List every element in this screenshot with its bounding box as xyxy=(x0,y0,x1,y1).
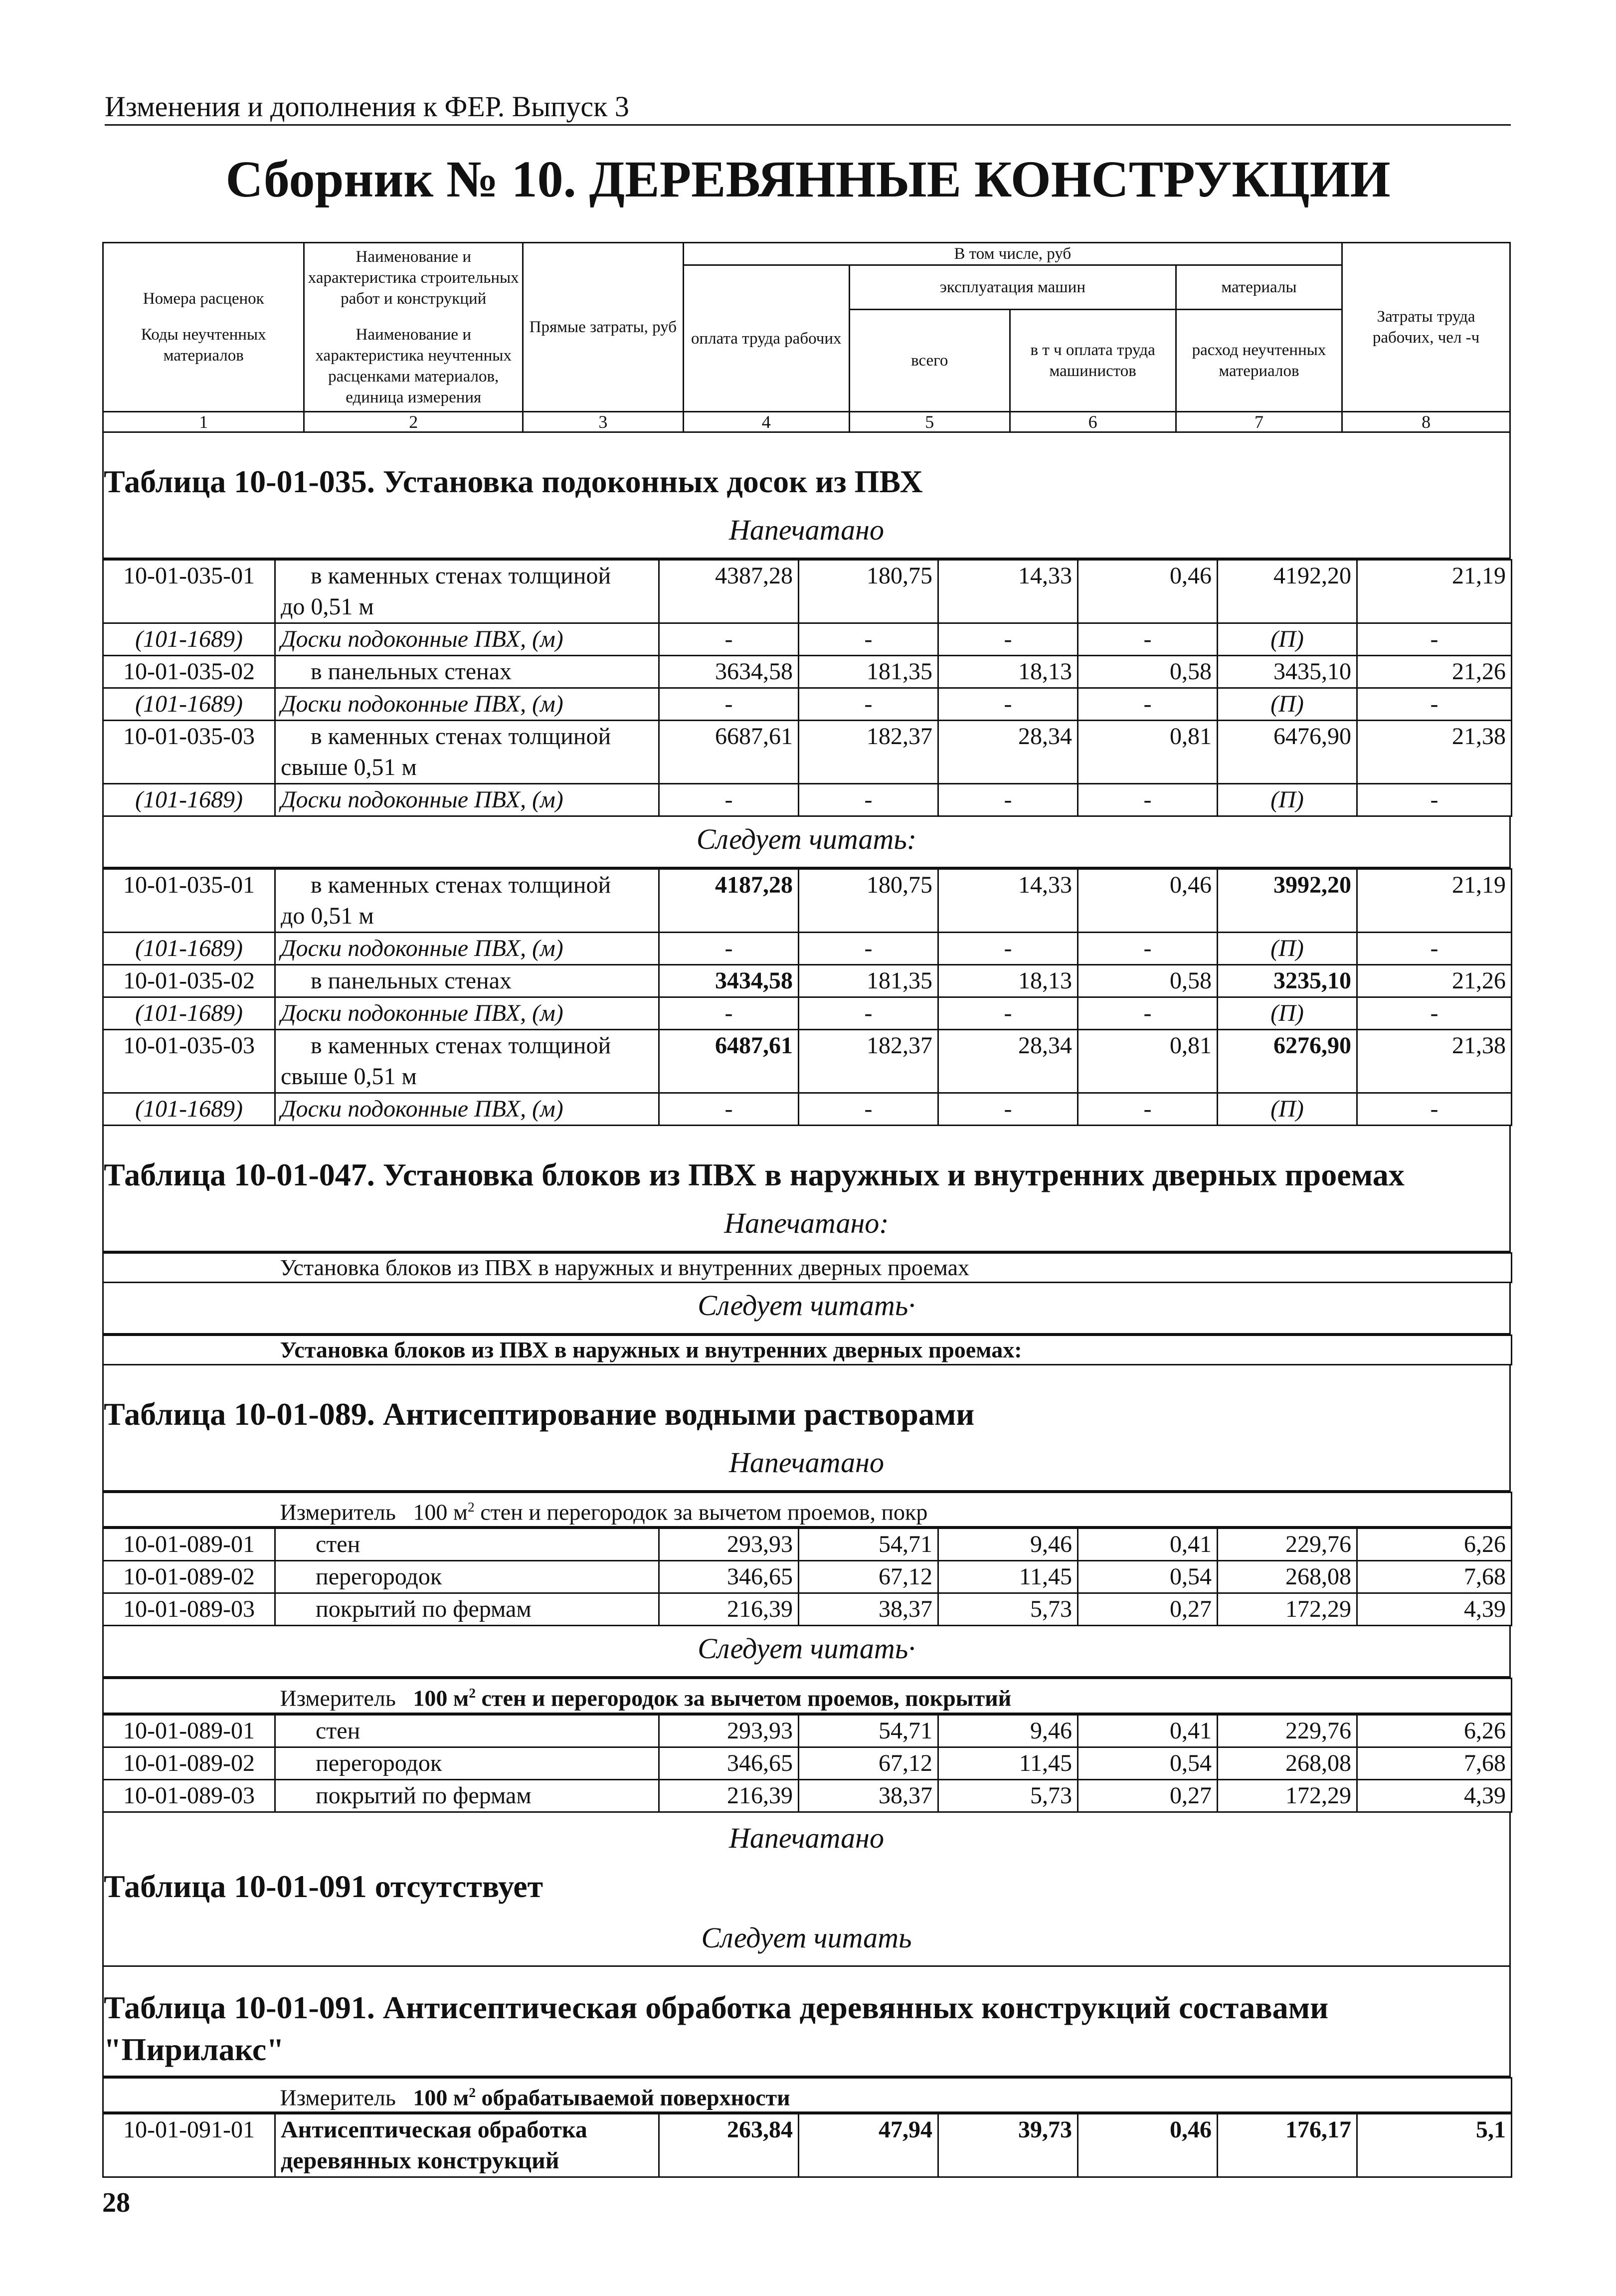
labor-hours: 4,39 xyxy=(1357,1593,1512,1626)
rate-code: 10-01-035-03 xyxy=(103,1030,275,1093)
labor-pay: 181,35 xyxy=(799,656,938,688)
col-1-top-label: Номера расценок xyxy=(143,290,264,308)
work-name xyxy=(275,721,659,784)
materials-cost: 268,08 xyxy=(1218,1747,1357,1779)
work-name xyxy=(275,656,659,688)
work-name: покрытий по фермам xyxy=(275,1779,659,1812)
dash-cell: - xyxy=(1078,1093,1218,1126)
work-name-line-2: свыше 0,51 м xyxy=(281,1063,417,1090)
rate-code: 10-01-091-01 xyxy=(103,2113,275,2177)
read-label: Следует читать· xyxy=(698,1289,915,1322)
material-code: (101-1689) xyxy=(103,997,275,1030)
table-047-printed xyxy=(102,1252,1512,1283)
materials-cost: 3435,10 xyxy=(1218,656,1357,688)
meter-label: Измеритель xyxy=(280,1685,396,1711)
read-note-box xyxy=(102,1283,1511,1335)
dash-cell: - xyxy=(659,997,799,1030)
table-091-rows xyxy=(102,2113,1512,2178)
labor-pay: 182,37 xyxy=(799,721,938,784)
machines-total: 5,73 xyxy=(938,1779,1078,1812)
machines-total: 5,73 xyxy=(938,1593,1078,1626)
materials-cost: 6276,90 xyxy=(1218,1030,1357,1093)
labor-hours: 21,38 xyxy=(1357,721,1512,784)
labor-pay: 180,75 xyxy=(799,869,938,933)
meter-sup: 2 xyxy=(469,1685,476,1701)
machinists-pay: 0,58 xyxy=(1078,965,1218,997)
material-code: (101-1689) xyxy=(103,1093,275,1126)
machinists-pay: 0,81 xyxy=(1078,721,1218,784)
dash-cell: - xyxy=(659,623,799,656)
direct-costs: 4387,28 xyxy=(659,560,799,623)
printed-text: Установка блоков из ПВХ в наружных и внутренних дверных проемах xyxy=(275,1253,1512,1283)
materials-cost: 4192,20 xyxy=(1218,560,1357,623)
dash-cell: - xyxy=(1357,784,1512,816)
direct-costs: 293,93 xyxy=(659,1715,799,1747)
table-row xyxy=(103,1779,1512,1812)
rate-code: 10-01-035-02 xyxy=(103,965,275,997)
labor-pay: 47,94 xyxy=(799,2113,938,2177)
materials-cost: 176,17 xyxy=(1218,2113,1357,2177)
dash-cell: - xyxy=(799,997,938,1030)
rate-code: 10-01-089-01 xyxy=(103,1529,275,1561)
meter-label: Измеритель xyxy=(280,1499,396,1525)
rate-code: 10-01-089-01 xyxy=(103,1715,275,1747)
table-row xyxy=(103,1715,1512,1747)
col-3-header: Прямые затраты, руб xyxy=(523,243,684,412)
table-035-title: Таблица 10-01-035. Установка подоконных досок из ПВХ xyxy=(104,464,923,499)
empty-cell xyxy=(103,2078,275,2112)
machines-total: 28,34 xyxy=(938,1030,1078,1093)
materials-header: материалы xyxy=(1176,265,1342,310)
work-name-line-2: деревянных конструкций xyxy=(281,2147,559,2174)
dash-cell: - xyxy=(659,1093,799,1126)
machines-total: 39,73 xyxy=(938,2113,1078,2177)
table-089-section xyxy=(102,1365,1511,1492)
labor-hours: 21,19 xyxy=(1357,869,1512,933)
machinists-pay: 0,81 xyxy=(1078,1030,1218,1093)
direct-costs: 346,65 xyxy=(659,1747,799,1779)
material-code: (101-1689) xyxy=(103,623,275,656)
direct-costs: 263,84 xyxy=(659,2113,799,2177)
work-name: перегородок xyxy=(275,1561,659,1593)
materials-cost: 6476,90 xyxy=(1218,721,1357,784)
read-label: Следует читать: xyxy=(696,823,917,855)
work-name: перегородок xyxy=(275,1747,659,1779)
labor-pay: 182,37 xyxy=(799,1030,938,1093)
table-047-corrected xyxy=(102,1335,1512,1365)
rate-code: 10-01-089-03 xyxy=(103,1593,275,1626)
direct-costs: 216,39 xyxy=(659,1779,799,1812)
materials-cost: 3235,10 xyxy=(1218,965,1357,997)
dash-cell: - xyxy=(938,784,1078,816)
dash-cell: - xyxy=(938,933,1078,965)
empty-cell xyxy=(103,1493,275,1527)
empty-cell xyxy=(103,1679,275,1713)
machines-total: 14,33 xyxy=(938,560,1078,623)
collection-title: Сборник № 10. ДЕРЕВЯННЫЕ КОНСТРУКЦИИ xyxy=(225,151,1391,208)
labor-pay: 67,12 xyxy=(799,1561,938,1593)
labor-hours: 5,1 xyxy=(1357,2113,1512,2177)
dash-cell: - xyxy=(799,1093,938,1126)
dash-cell: - xyxy=(1078,688,1218,721)
labor-hours: 21,26 xyxy=(1357,656,1512,688)
meter-text xyxy=(275,1679,1512,1713)
dash-cell: - xyxy=(938,997,1078,1030)
page-number: 28 xyxy=(102,2187,130,2218)
labor-pay: 38,37 xyxy=(799,1593,938,1626)
table-089-printed-meter xyxy=(102,1492,1512,1528)
labor-hours: 21,19 xyxy=(1357,560,1512,623)
machinists-pay: 0,46 xyxy=(1078,560,1218,623)
direct-costs: 216,39 xyxy=(659,1593,799,1626)
read-label: Следует читать· xyxy=(698,1632,915,1665)
material-flag: (П) xyxy=(1218,997,1357,1030)
rate-code: 10-01-089-02 xyxy=(103,1561,275,1593)
printed-label: Напечатано xyxy=(729,1446,884,1479)
meter-sup: 2 xyxy=(469,2084,476,2100)
labor-pay: 181,35 xyxy=(799,965,938,997)
table-035-corrected-row-2 xyxy=(103,965,1512,1030)
machines-total: 11,45 xyxy=(938,1561,1078,1593)
dash-cell: - xyxy=(799,688,938,721)
col-1-header xyxy=(103,243,304,412)
material-flag: (П) xyxy=(1218,1093,1357,1126)
table-row xyxy=(103,1593,1512,1626)
work-name-line-1: в панельных стенах xyxy=(311,967,512,994)
work-name-line-1: в каменных стенах толщиной xyxy=(311,563,611,589)
work-name-line-1: в каменных стенах толщиной xyxy=(311,1032,611,1059)
labor-hours: 7,68 xyxy=(1357,1561,1512,1593)
labor-hours: 4,39 xyxy=(1357,1779,1512,1812)
labor-pay: 54,71 xyxy=(799,1715,938,1747)
table-089-title: Таблица 10-01-089. Антисептирование водными растворами xyxy=(104,1396,975,1432)
material-flag: (П) xyxy=(1218,933,1357,965)
machines-total: 14,33 xyxy=(938,869,1078,933)
table-035-corrected xyxy=(102,868,1512,1126)
table-row xyxy=(103,2113,1512,2177)
table-035-printed-row-1 xyxy=(103,560,1512,656)
meter-unit: 100 м xyxy=(413,1685,469,1711)
column-number: 2 xyxy=(304,412,523,432)
labor-pay: 54,71 xyxy=(799,1529,938,1561)
labor-hours: 21,26 xyxy=(1357,965,1512,997)
dash-cell: - xyxy=(1078,784,1218,816)
dash-cell: - xyxy=(799,784,938,816)
table-035-printed xyxy=(102,559,1512,817)
material-name: Доски подоконные ПВХ, (м) xyxy=(275,623,659,656)
machinists-pay: 0,27 xyxy=(1078,1779,1218,1812)
labor-hours: 21,38 xyxy=(1357,1030,1512,1093)
dash-cell: - xyxy=(659,933,799,965)
work-name-line-1: в каменных стенах толщиной xyxy=(311,723,611,750)
dash-cell: - xyxy=(938,623,1078,656)
table-035-printed-row-2 xyxy=(103,656,1512,721)
labor-pay: 38,37 xyxy=(799,1779,938,1812)
rate-code: 10-01-035-03 xyxy=(103,721,275,784)
rate-code: 10-01-035-01 xyxy=(103,869,275,933)
direct-costs: 3634,58 xyxy=(659,656,799,688)
meter-desc: стен и перегородок за вычетом проемов, покр xyxy=(474,1499,928,1525)
labor-hours: 7,68 xyxy=(1357,1747,1512,1779)
table-035-corrected-row-3 xyxy=(103,1030,1512,1126)
work-name-line-2: до 0,51 м xyxy=(281,593,374,620)
dash-cell: - xyxy=(1357,688,1512,721)
table-091-missing-section xyxy=(102,1813,1511,1967)
column-header-table xyxy=(102,242,1511,433)
column-number: 1 xyxy=(103,412,304,432)
materials-cost: 229,76 xyxy=(1218,1529,1357,1561)
labor-hours: 6,26 xyxy=(1357,1715,1512,1747)
material-code: (101-1689) xyxy=(103,784,275,816)
machines-total: 18,13 xyxy=(938,656,1078,688)
printed-label: Напечатано xyxy=(729,1821,884,1854)
meter-label: Измеритель xyxy=(280,2084,396,2110)
running-header: Изменения и дополнения к ФЕР. Выпуск 3 xyxy=(105,90,1511,126)
machines-total: 9,46 xyxy=(938,1715,1078,1747)
work-name-line-1: в панельных стенах xyxy=(311,658,512,685)
table-089-printed-rows xyxy=(102,1528,1512,1626)
rate-code: 10-01-089-03 xyxy=(103,1779,275,1812)
meter-sup: 2 xyxy=(467,1499,475,1515)
work-name xyxy=(275,2113,659,2177)
labor-pay: 67,12 xyxy=(799,1747,938,1779)
table-035-printed-row-3 xyxy=(103,721,1512,816)
dash-cell: - xyxy=(799,623,938,656)
table-091-missing-title: Таблица 10-01-091 отсутствует xyxy=(104,1868,543,1904)
materials-cost: 3992,20 xyxy=(1218,869,1357,933)
meter-unit: 100 м xyxy=(413,2084,469,2110)
machines-total: 9,46 xyxy=(938,1529,1078,1561)
printed-label: Напечатано: xyxy=(724,1207,889,1239)
work-name: стен xyxy=(275,1715,659,1747)
column-number: 6 xyxy=(1010,412,1176,432)
table-035-corrected-row-1 xyxy=(103,869,1512,965)
dash-cell: - xyxy=(938,1093,1078,1126)
column-number-row xyxy=(103,412,1510,432)
col-8-header: Затраты труда рабочих, чел -ч xyxy=(1342,243,1510,412)
dash-cell: - xyxy=(1078,997,1218,1030)
corrected-text: Установка блоков из ПВХ в наружных и внутренних дверных проемах: xyxy=(275,1336,1512,1365)
direct-costs: 4187,28 xyxy=(659,869,799,933)
dash-cell: - xyxy=(799,933,938,965)
meter-text xyxy=(275,1493,1512,1527)
machinists-pay: 0,41 xyxy=(1078,1529,1218,1561)
table-047-section xyxy=(102,1126,1511,1252)
machinists-pay: 0,54 xyxy=(1078,1747,1218,1779)
table-047-title: Таблица 10-01-047. Установка блоков из ПВХ в наружных и внутренних дверных проемах xyxy=(104,1157,1405,1192)
dash-cell: - xyxy=(1357,997,1512,1030)
materials-cost: 172,29 xyxy=(1218,1593,1357,1626)
direct-costs: 346,65 xyxy=(659,1561,799,1593)
work-name: стен xyxy=(275,1529,659,1561)
material-name: Доски подоконные ПВХ, (м) xyxy=(275,933,659,965)
dash-cell: - xyxy=(659,688,799,721)
col-4-header: оплата труда рабочих xyxy=(683,265,849,412)
materials-cost: 229,76 xyxy=(1218,1715,1357,1747)
col-1-bottom-label: Коды неучтенных материалов xyxy=(141,326,266,365)
machines-total: 28,34 xyxy=(938,721,1078,784)
empty-cell xyxy=(103,1336,275,1365)
work-name-line-1: в каменных стенах толщиной xyxy=(311,872,611,898)
col-6-header: в т ч оплата труда машинистов xyxy=(1010,310,1176,412)
rate-code: 10-01-089-02 xyxy=(103,1747,275,1779)
included-header: В том числе, руб xyxy=(683,243,1342,265)
empty-cell xyxy=(103,1253,275,1283)
dash-cell: - xyxy=(1357,933,1512,965)
dash-cell: - xyxy=(1078,623,1218,656)
work-name-line-2: до 0,51 м xyxy=(281,903,374,929)
work-name xyxy=(275,1030,659,1093)
column-number: 5 xyxy=(849,412,1010,432)
col-2-header xyxy=(304,243,523,412)
material-name: Доски подоконные ПВХ, (м) xyxy=(275,997,659,1030)
materials-cost: 172,29 xyxy=(1218,1779,1357,1812)
column-number: 3 xyxy=(523,412,684,432)
table-row xyxy=(103,1747,1512,1779)
direct-costs: 6687,61 xyxy=(659,721,799,784)
material-code: (101-1689) xyxy=(103,933,275,965)
labor-pay: 180,75 xyxy=(799,560,938,623)
printed-label: Напечатано xyxy=(729,514,884,546)
work-name xyxy=(275,869,659,933)
table-089-corrected-meter xyxy=(102,1678,1512,1714)
table-row xyxy=(103,1529,1512,1561)
col-7-header: расход неучтенных материалов xyxy=(1176,310,1342,412)
table-035-section xyxy=(102,433,1511,559)
machinists-pay: 0,41 xyxy=(1078,1715,1218,1747)
dash-cell: - xyxy=(938,688,1078,721)
machinists-pay: 0,27 xyxy=(1078,1593,1218,1626)
machines-total: 18,13 xyxy=(938,965,1078,997)
work-name-line-2: свыше 0,51 м xyxy=(281,754,417,780)
dash-cell: - xyxy=(1357,1093,1512,1126)
col-2-top-label: Наименование и характеристика строительных работ и конструкций xyxy=(308,248,519,308)
table-row xyxy=(103,1561,1512,1593)
direct-costs: 3434,58 xyxy=(659,965,799,997)
direct-costs: 6487,61 xyxy=(659,1030,799,1093)
material-name: Доски подоконные ПВХ, (м) xyxy=(275,688,659,721)
column-number: 4 xyxy=(683,412,849,432)
read-note-box xyxy=(102,817,1511,868)
material-flag: (П) xyxy=(1218,623,1357,656)
table-091-section xyxy=(102,1967,1511,2077)
work-name xyxy=(275,965,659,997)
rate-code: 10-01-035-02 xyxy=(103,656,275,688)
rate-code: 10-01-035-01 xyxy=(103,560,275,623)
col-2-bottom-label: Наименование и характеристика неучтенных расценками материалов, единица измерения xyxy=(315,326,512,406)
col-5-header: всего xyxy=(849,310,1010,412)
material-code: (101-1689) xyxy=(103,688,275,721)
machinists-pay: 0,46 xyxy=(1078,2113,1218,2177)
table-091-title: Таблица 10-01-091. Антисептическая обработка деревянных конструкций составами "Пирилакс" xyxy=(104,1989,1329,2067)
material-flag: (П) xyxy=(1218,688,1357,721)
machines-header: эксплуатация машин xyxy=(849,265,1176,310)
document-body xyxy=(102,242,1511,2178)
table-089-corrected-rows xyxy=(102,1714,1512,1813)
column-number: 8 xyxy=(1342,412,1510,432)
work-name xyxy=(275,560,659,623)
machinists-pay: 0,46 xyxy=(1078,869,1218,933)
meter-unit: 100 м xyxy=(413,1499,468,1525)
labor-hours: 6,26 xyxy=(1357,1529,1512,1561)
material-flag: (П) xyxy=(1218,784,1357,816)
meter-desc: стен и перегородок за вычетом проемов, покрытий xyxy=(475,1685,1012,1711)
machines-total: 11,45 xyxy=(938,1747,1078,1779)
read-note-box xyxy=(102,1626,1511,1678)
machinists-pay: 0,54 xyxy=(1078,1561,1218,1593)
dash-cell: - xyxy=(1357,623,1512,656)
dash-cell: - xyxy=(659,784,799,816)
meter-desc: обрабатываемой поверхности xyxy=(475,2084,790,2110)
direct-costs: 293,93 xyxy=(659,1529,799,1561)
materials-cost: 268,08 xyxy=(1218,1561,1357,1593)
material-name: Доски подоконные ПВХ, (м) xyxy=(275,1093,659,1126)
column-number: 7 xyxy=(1176,412,1342,432)
dash-cell: - xyxy=(1078,933,1218,965)
material-name: Доски подоконные ПВХ, (м) xyxy=(275,784,659,816)
meter-text xyxy=(275,2078,1512,2112)
table-091-meter xyxy=(102,2077,1512,2113)
machinists-pay: 0,58 xyxy=(1078,656,1218,688)
read-label: Следует читать xyxy=(701,1921,912,1954)
work-name: покрытий по фермам xyxy=(275,1593,659,1626)
work-name-line-1: Антисептическая обработка xyxy=(281,2116,587,2143)
